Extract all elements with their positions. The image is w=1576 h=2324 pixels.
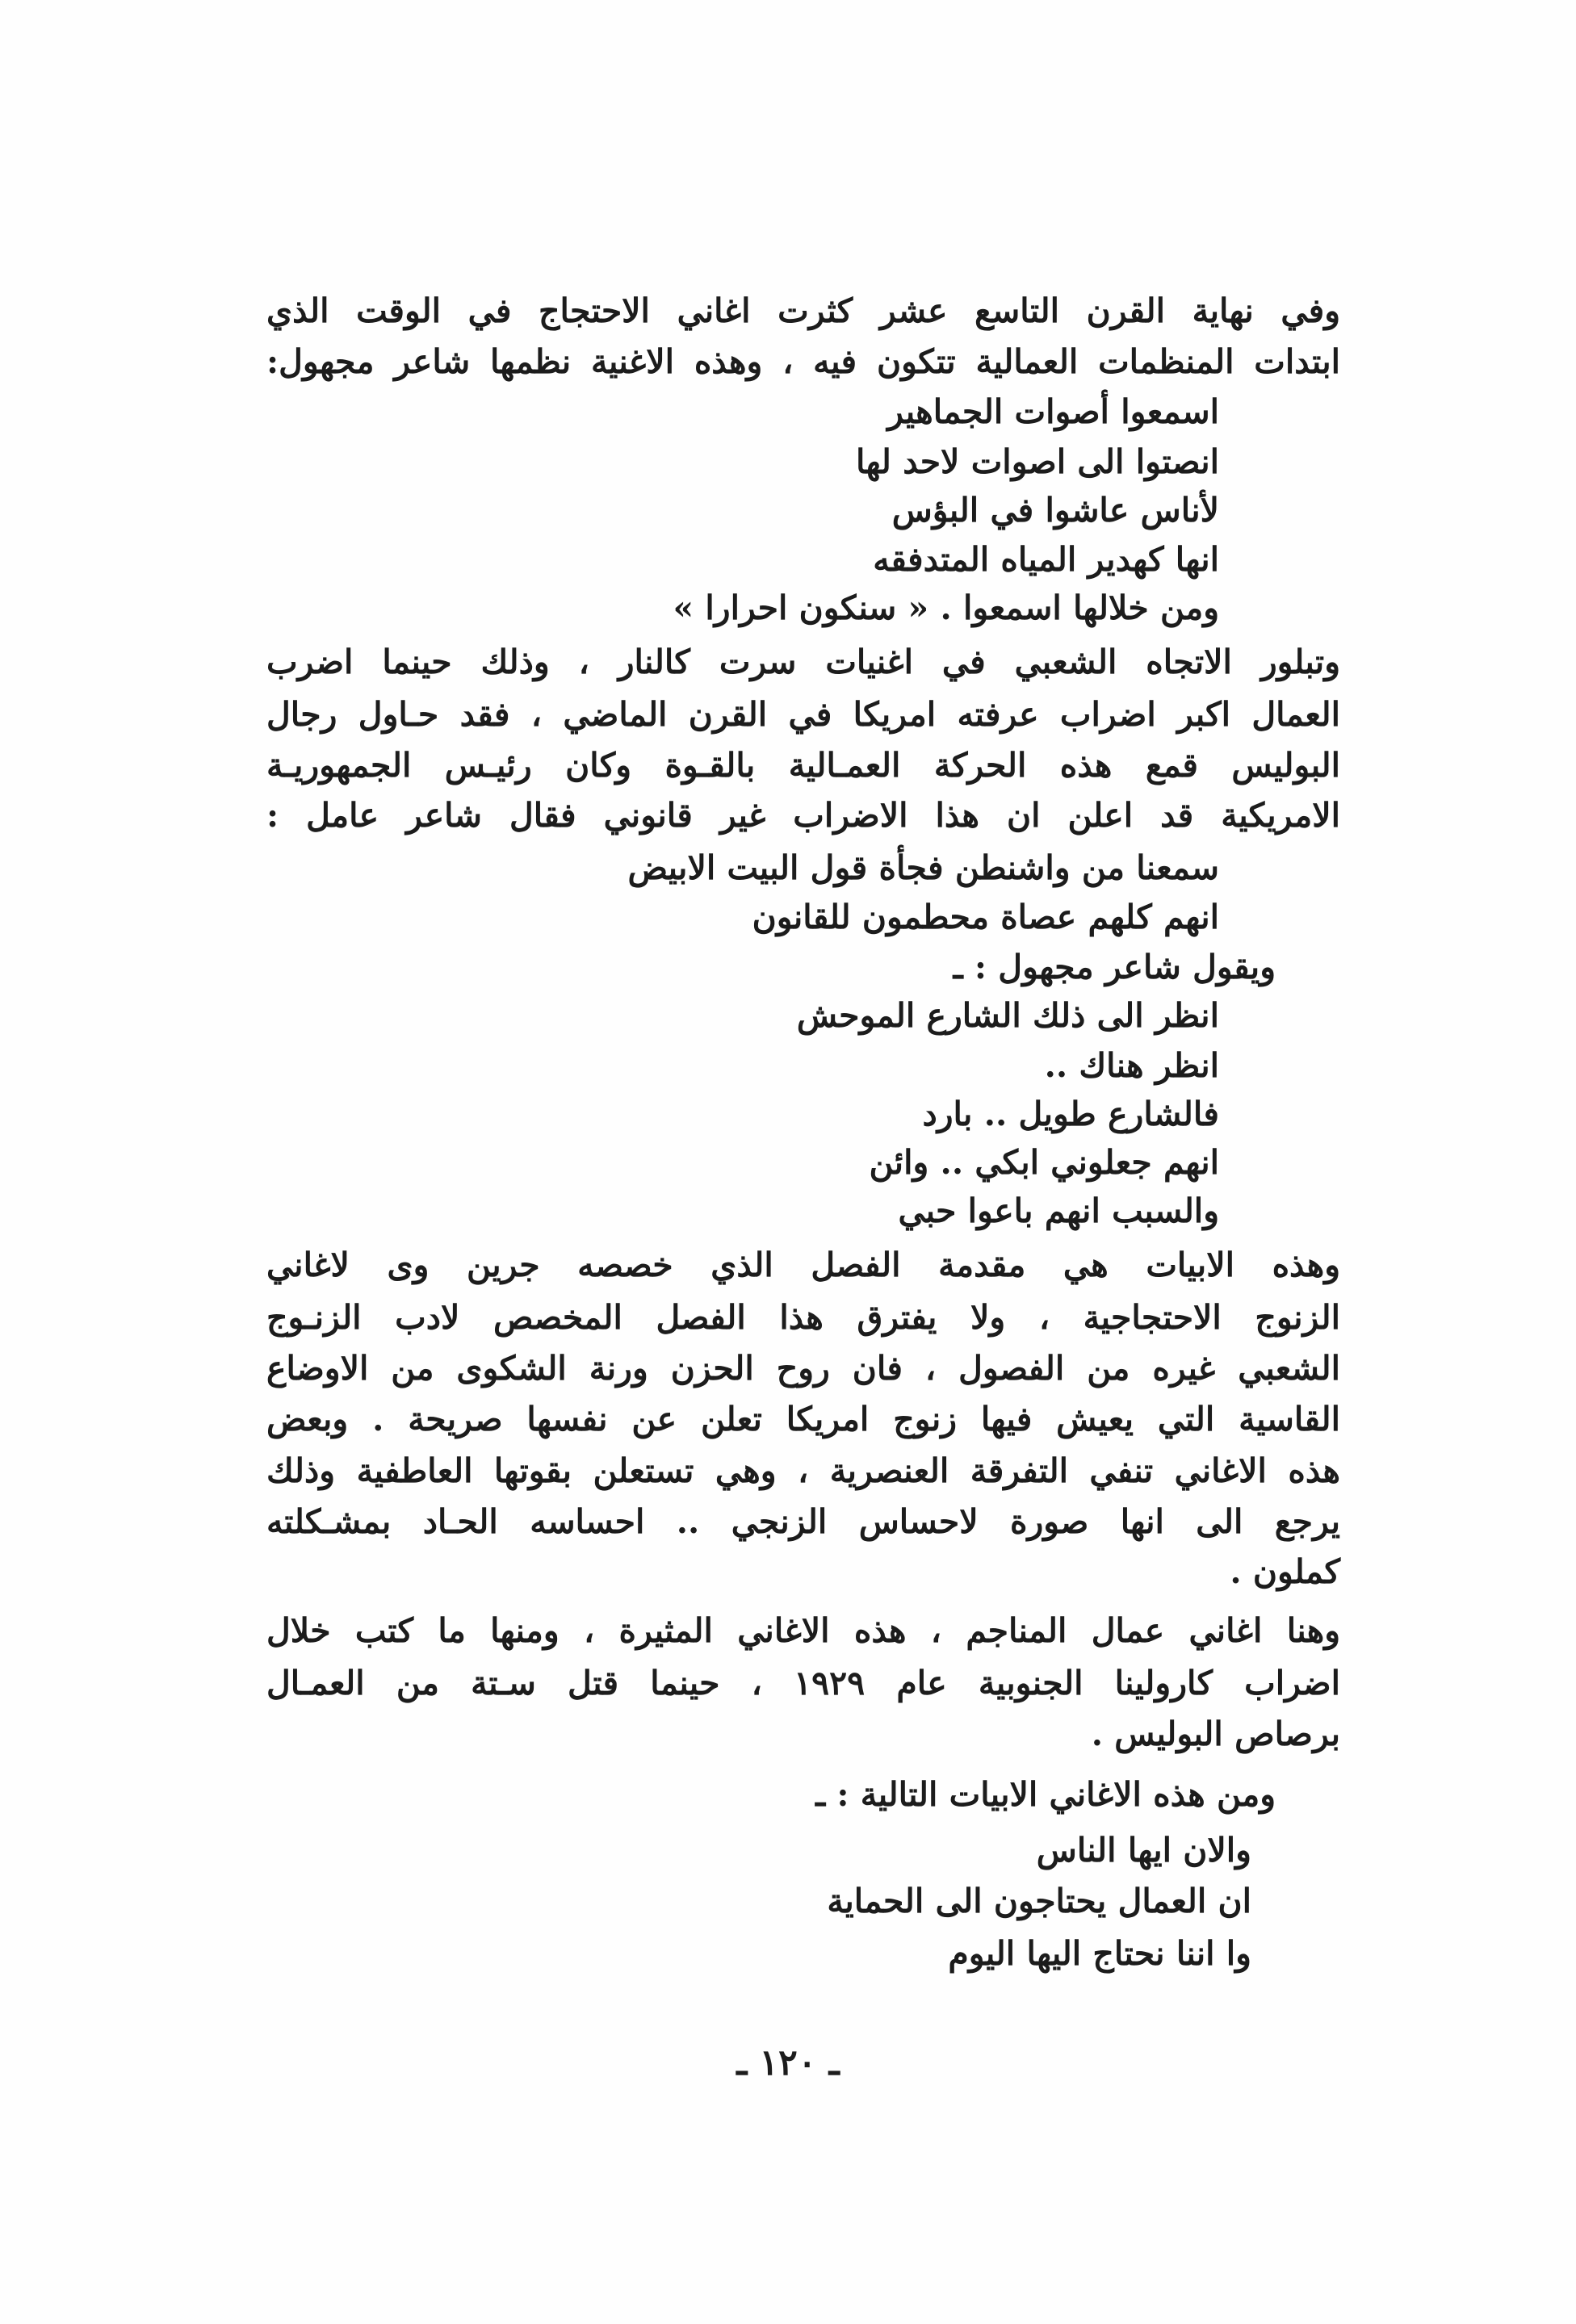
- text-line: كملون .: [1230, 1552, 1340, 1591]
- poem-line: والان ايها الناس: [1036, 1831, 1251, 1870]
- poem-line: فالشارع طويل .. بارد: [922, 1095, 1219, 1133]
- poem-line: انها كهدير المياه المتدفقه: [873, 540, 1219, 579]
- page-number: ـ ١٢٠ ـ: [736, 2042, 840, 2083]
- poem-line: انهم كلهم عصاة محطمون للقانون: [752, 898, 1219, 936]
- text-line: برصاص البوليس .: [1091, 1715, 1340, 1753]
- text-line: البوليس قمع هذه الحركة العمـالية بالقـوة وكان رئيـس الجمهوريـة: [266, 746, 1340, 785]
- text-line: وفي نهاية القرن التاسع عشر كثرت اغاني الاحتجاج في الوقت الذي: [266, 291, 1340, 330]
- poem-line: انهم جعلوني ابكي .. وائن: [869, 1143, 1219, 1182]
- text-line: العمال اكبر اضراب عرفته امريكا في القرن الماضي ، فقد حـاول رجال: [266, 695, 1340, 734]
- poem-line: انظر هناك ..: [1044, 1046, 1219, 1085]
- text-line: وهنا اغاني عمال المناجم ، هذه الاغاني المثيرة ، ومنها ما كتب خلال: [266, 1611, 1340, 1650]
- text-line: ومن هذه الاغاني الابيات التالية : ـ: [815, 1775, 1276, 1814]
- poem-line: سمعنا من واشنطن فجأة قول البيت الابيض: [627, 848, 1219, 887]
- text-line: الزنوج الاحتجاجية ، ولا يفترق هذا الفصل المخصص لادب الزنـوج: [266, 1298, 1340, 1337]
- poem-line: ان العمال يحتاجون الى الحماية: [827, 1882, 1251, 1920]
- poem-line: والسبب انهم باعوا حبي: [898, 1191, 1219, 1230]
- poem-line: اسمعوا أصوات الجماهير: [887, 392, 1219, 431]
- poem-line: لأناس عاشوا في البؤس: [891, 491, 1219, 530]
- text-line: ويقول شاعر مجهول : ـ: [953, 948, 1276, 986]
- text-line: الامريكية قد اعلن ان هذا الاضراب غير قانوني فقال شاعر عامل :: [266, 796, 1340, 835]
- text-line: ابتدات المنظمات العمالية تتكون فيه ، وهذه الاغنية نظمها شاعر مجهول:: [266, 342, 1340, 381]
- poem-line: انظر الى ذلك الشارع الموحش: [796, 996, 1219, 1035]
- text-line: الشعبي غيره من الفصول ، فان روح الحزن ورنة الشكوى من الاوضاع: [266, 1349, 1340, 1388]
- poem-line: وا اننا نحتاج اليها اليوم: [948, 1934, 1251, 1973]
- text-line: وتبلور الاتجاه الشعبي في اغنيات سرت كالنار ، وذلك حينما اضرب: [266, 643, 1340, 681]
- text-line: يرجع الى انها صورة لاحساس الزنجي .. احساسه الحـاد بمشـكلته: [266, 1502, 1340, 1541]
- text-line: وهذه الابيات هي مقدمة الفصل الذي خصصه جرين وى لاغاني: [266, 1246, 1340, 1284]
- poem-line: انصتوا الى اصوات لاحد لها: [856, 442, 1219, 481]
- text-line: اضراب كارولينا الجنوبية عام ١٩٢٩ ، حينما قتل سـتة من العمـال: [266, 1664, 1340, 1702]
- poem-line: ومن خلالها اسمعوا . « سنكون احرارا »: [673, 588, 1219, 627]
- text-line: هذه الاغاني تنفي التفرقة العنصرية ، وهي تستعلن بقوتها العاطفية وذلك: [266, 1451, 1340, 1490]
- text-line: القاسية التي يعيش فيها زنوج امريكا تعلن عن نفسها صريحة . وبعض: [266, 1400, 1340, 1438]
